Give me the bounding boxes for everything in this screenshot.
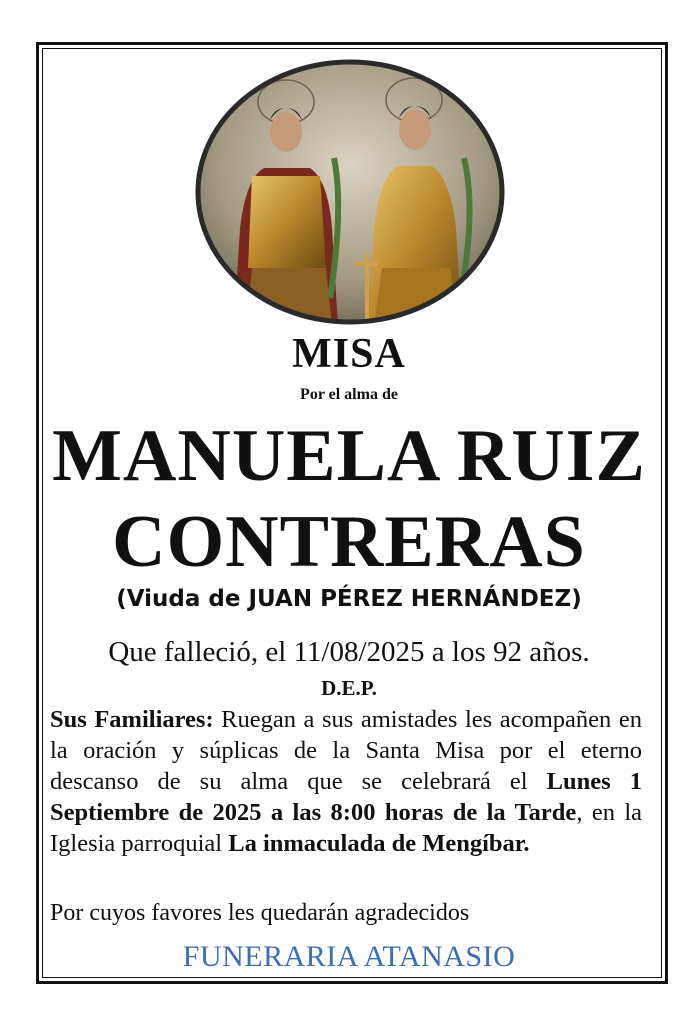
funeral-home-name: FUNERARIA ATANASIO <box>182 940 516 973</box>
thanks-line: Por cuyos favores les quedarán agradecidos <box>50 900 470 926</box>
mass-date-time: Lunes 1 Septiembre de 2025 a las 8:00 horas de la Tarde <box>50 768 642 826</box>
invitation-paragraph <box>50 704 642 859</box>
dep-label: D.E.P. <box>321 676 377 700</box>
church-name: La inmaculada de Mengíbar. <box>228 830 530 857</box>
mass-heading: MISA <box>292 331 406 377</box>
widow-of-line: (Viuda de JUAN PÉREZ HERNÁNDEZ) <box>116 586 582 612</box>
body-text-part2: , en la Iglesia parroquial <box>50 799 642 857</box>
deceased-name-line1: MANUELA RUIZ <box>52 415 646 497</box>
family-label: Sus Familiares: <box>50 706 214 733</box>
subheading: Por el alma de <box>300 386 398 403</box>
death-statement: Que falleció, el 11/08/2025 a los 92 años. <box>108 636 590 668</box>
deceased-name-line2: CONTRERAS <box>112 501 586 583</box>
body-text-part1: Ruegan a sus amistades les acompañen en la oración y súplicas de la Santa Misa por el eterno descanso de su alma que se celebrará el <box>50 706 642 795</box>
saints-portrait-image <box>194 58 506 326</box>
